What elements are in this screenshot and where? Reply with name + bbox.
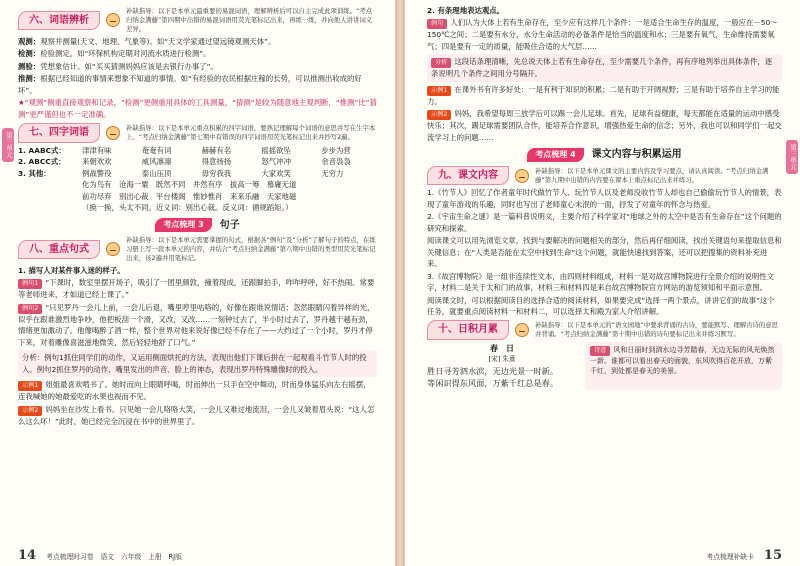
footer-text: 考点梳理时习卷 语文 六年级 上册 RJ版 [46,553,182,561]
word-text: 观察并测量(天文、地理、气象等)。如“天文学家通过望远镜观测天体”。 [40,36,276,46]
sample-text: 妈妈，我希望每周三放学后可以踢一会儿足球。首先，足球有益健康，每天都能在适量的运动中感受快乐；其次，踢足球需要团队合作，能培养合作意识，增强热爱生命的信念；另外，我也可以和同学们一起交流学习上的问题…… [427,109,782,142]
footer-text: 考点梳理补缺卡 [706,553,754,561]
word: 津津有味 [82,145,112,155]
word-line: 化为鸟有 沧海一粟 既然不同 井然有序 拔高一筹 慕庸无道 [82,180,297,190]
poem-area [427,342,782,390]
knowledge-3-badge: 考点梳理 3 [155,218,211,232]
word: 威风凛凛 [141,157,172,167]
right-content [427,4,782,546]
section-6-title: 六、词语辨析 [18,11,100,31]
word-item [18,36,377,47]
text-item: 阅读课文可以用先浏览文章，找到与要解决的问题相关的部分，然后再仔细阅读，找出关键语句来提取信息和关键信息；在“人类是否能在太空中找到生命”这个问题，就能快速找到答案，还可以把搜集的资料补充进来。 [427,236,782,269]
word: 来朝欢欢 [82,157,112,167]
section-6-body [18,36,377,120]
section-8-header [18,236,377,263]
point-2: 2. 有条理地表达观点。 [427,6,505,15]
word-item [18,48,377,59]
section-10-title: 十、日积月累 [427,320,509,340]
analysis-box: 分析：例句1抓住同学们的动作，又运用侧面烘托的方法，表现出他们下课后拼在一起观看斗竹节人时的投入。例句2抓住罗丹的动作、嘴里发出的声音、脸上的神态，表现出罗丹特殊雕像时的投入。 [18,350,377,377]
left-content [18,4,377,546]
section-8-point: 1. 描写人对某件事入迷的样子。 [18,265,125,275]
word-term: 推测： [18,74,41,84]
section-10-guide: 补缺指导：以下是本单元的“语文园地”中要求背诵的古诗，要能默写、理解古诗的意思并背诵。“考点归纳金满藤”第十期中出错的诗句要标记出来并练习默写。 [535,321,779,339]
tag-label: 例句1 [18,279,42,289]
example-1 [18,277,377,300]
text-item: 1.《竹节人》回忆了作者童年时代做竹节人、玩竹节人以及老师没收竹节人却也自己偷偷玩竹节人的情景，表现了童年游戏的乐趣，同时也写出了老师童心未泯的一面，抒发了对童年的怀念与热爱。 [427,188,782,209]
knowledge-3-banner [18,218,377,234]
example [427,17,782,52]
section-6-header [18,7,377,34]
word: 泰山压顶 [141,168,172,178]
word: 奄奄有词 [141,145,172,155]
word-item [18,73,377,96]
word: 步步为营 [321,145,351,155]
section-7-title: 七、四字词语 [18,123,100,143]
knowledge-4-title: 课文内容与积累运用 [591,149,682,161]
sample-text: 姐姐最喜欢啃书了。她时而向上眼睛呼喝，时而伸出一只手在空中舞动，时而身体猛乐向左右摇摆，连我喊她的她最爱吃的水果也视而不见。 [18,380,371,402]
knowledge-3-title: 句子 [219,219,240,231]
section-10-header [427,320,782,340]
right-page [404,0,800,566]
text-item: 阅读课文时，可以根据阅读目的选择合适的阅读材料，如果要完成“选择一两个景点，讲讲它们的故事”这个任务，就要重点阅读材料一和材料二，可以选择太和殿为家人介绍讲解。 [427,295,775,316]
word-text: 凭想象估计。如“买买猜测妈妈应该是去银行办事了”。 [40,61,218,71]
tag-label: 示例2 [18,406,42,416]
left-page [0,0,396,566]
right-side-tab: 第三单元 [786,140,798,174]
example-text: “只见罗丹一会儿上前，一会儿后退，嘴里哼里咕咯的，好像在跟谁说情话；忽然眼睛闪着异样的光，似乎在跟谁激烈地争吵，他把板刮一个滑，又改，又改……一刻钟过去了，半小时过去了，罗丹越干越有劲，情绪更加激动了。他像喝醉了酒一样，整个世界对他来说好像已经不存在了——大约过了一个小时，罗丹才停下来，对着雕像喜滋滋地微笑，然后轻轻地舒了口气。” [18,302,375,347]
word-term: 测验： [18,61,41,71]
left-footer [18,548,182,563]
word-text: 根据已经知道的事情来想象不知道的事情。如“有经验的农民根据庄稼的长势，可以推测出收成的好坏”。 [18,74,362,95]
mascot-icon [106,13,120,27]
word: 例战警役 [82,168,112,178]
analysis-box [427,54,782,81]
text-item: 2.《宇宙生命之谜》是一篇科普说明文，主要介绍了科学家对“地球之外的太空中是否有生命存在”这个问题的研究和探索。 [427,212,782,233]
section-6-guide: 补缺指导：以下是本单元最重要的易混词语，理解辨析后可以自主完成此项训练。“考点归纳金满藤”第四期中出错的易混词语用荧光笔标记出来，再练一练，并向他人讲讲词义差异。 [126,7,373,33]
row-label: 2. ABCC式： [18,157,66,167]
right-footer [706,548,782,563]
example-text: “下课时，数室里摆开场子，吸引了一团里颜敦，撞着现成，还跟脚拍手，咋咋呼呼，好不热闹。常要等老师进来，才如道已经上课了。” [18,278,375,300]
sample-text: 妈妈坐在沙发上看书。只见她一会儿咯咯大笑，一会儿又难过地流泪，一会儿又皱着眉头说：“这人怎么这么坏！”此时，她已经完全沉浸在书中的世界里了。 [18,404,375,426]
section-8-guide: 补缺指导：以下是本单元需要掌握的句式，根据各“例句”及“分析”了解句子的特点，在练习册上写一段本单元的内容，并结合“考点归纳金满藤”第八期中出错的类型用荧光笔标记出来，该2遍并用笔标记。 [126,236,376,262]
poem-line: 等闲识得东风面，万紫千红总是春。 [427,378,559,389]
mascot-icon [106,126,120,140]
mascot-icon [106,242,120,256]
book-gutter [396,0,404,566]
poem-author: [宋] 朱熹 [488,355,516,364]
word-item [18,61,377,72]
word: 无穷力 [321,168,344,178]
sample-1 [427,84,782,107]
tag-label: 示例2 [427,110,451,120]
word: 毋穷我我 [201,168,232,178]
word-term: 检测： [18,49,41,59]
sample-1 [18,379,377,402]
knowledge-4-badge: 考点梳理 4 [527,148,583,162]
sample-text: 在课外书有许多好处：一是有利于知识的积累；二是有助于开阔视野；三是有助于培养自主学习的能力。 [427,84,780,106]
example-text: 人们认为大体上若有生命存在，至少应有这样几个条件：一是适合生命生存的温度，一般应在－50～150℃之间；二是要有水分，水分生命活动的必备条件是恰当的温度和水；三是要有氧气，生命维持需要氧气；四是要有一定的质量，能吸住合适的大气层…… [427,18,778,51]
tag-label: 例句 [427,19,447,29]
word: 赫赫有名 [201,145,232,155]
section-9-guide: 补缺指导：以下是本单元课文的主要内容及学习要点，请认真阅读。“考点归纳金满藤”第九期中出错的内容要在课本上重点标记出来并练习。 [535,166,769,184]
word-term: 观测： [18,36,41,46]
page-number: 15 [763,548,782,563]
poem-title: 春 日 [490,342,514,353]
section-7-guide: 补缺指导：以下是本单元重点积累的四字词语，要熟记理解每个词语的意思并写在生字本上。“考点归纳金满藤”第七期中有错误的四字词语用荧光笔标记出来并抄写2遍。 [126,123,376,141]
row-label: 3. 其他： [18,168,51,178]
tag-label: 例句2 [18,304,42,314]
tag-label: 示例1 [18,381,42,391]
section-7-header [18,123,377,143]
row-label: 1. AABC式： [18,145,66,155]
sample-2 [427,108,782,143]
section-8-title: 八、重点句式 [18,240,100,260]
word: 摇摇欲坠 [261,145,291,155]
tag-label: 示例1 [427,86,451,96]
poem-line: 胜日寻芳泗水滨，无边光景一时新。 [427,365,559,376]
poem-meaning [585,342,782,390]
poem [427,342,577,390]
word-text: 检验测定。如“环保机构定期对河流水质进行检测”。 [40,49,211,59]
word: 得意扬扬 [201,157,232,167]
tag-label: 分析 [431,58,451,68]
mascot-icon [515,169,529,183]
analysis-text: 这段话条理清晰，先总说天体上若有生命存在，至少需要几个条件，再有序地列举出具体条件，逐条说明几个条件之间用分号隔开。 [431,57,773,79]
page-number: 14 [18,548,37,563]
section-9-header [427,166,782,186]
word: 怒气冲冲 [261,157,291,167]
section-9-title: 九、课文内容 [427,166,509,186]
sample-2 [18,404,377,427]
text-item: 3.《故宫博物院》是一组非连续性文本，由四则材料组成，材料一是对故宫博物院进行全景介绍的说明性文字，材料二是关于太和门的故事，材料三和材料四是来自故宫博物院官方网站的游览须知和平面示意图。 [427,271,775,293]
mascot-icon [515,323,529,337]
four-char-words [18,145,377,214]
tag-label: 诗意 [590,346,610,356]
section-6-star-note: ★“观测”侧重直接观察和记录，“检测”更侧重用具体的工具测量，“猜测”是较为随意地主观判断，“推测”比“猜测”更严谨但也不一定准确。 [18,98,377,119]
word-line: （换一换，头太不同。近义词：别出心裁。反义词：循规蹈矩。） [82,203,293,213]
knowledge-4-banner [427,147,782,163]
example-2 [18,302,377,348]
word: 大家欢笑 [261,168,291,178]
poem-meaning-text: 风和日丽时到泗水边寻芳踏春，无边无际的风光焕然一新。谁都可以看出春天的面貌，东风吹得百花开放，万紫千红，到处都是春天的美景。 [590,345,775,376]
word-line: 前功尽弃 别出心裁 平台楼阁 惟妙惟肖 来来乐融 天家地磁 [82,191,297,201]
word: 余音袅袅 [321,157,351,167]
left-side-tab: 第三单元 [2,128,14,162]
